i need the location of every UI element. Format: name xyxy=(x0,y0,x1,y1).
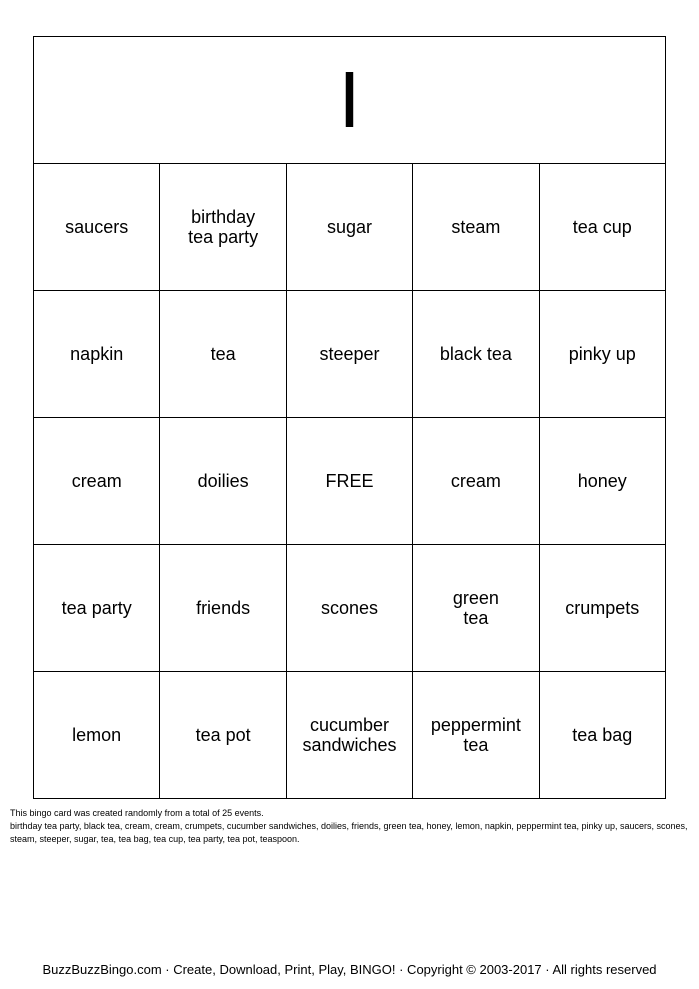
bingo-cell: tea bag xyxy=(539,672,665,799)
bingo-cell: saucers xyxy=(34,164,160,291)
bingo-cell: cucumber sandwiches xyxy=(286,672,412,799)
page-footer: BuzzBuzzBingo.com · Create, Download, Print, Play, BINGO! · Copyright © 2003-2017 · All rights reserved xyxy=(42,962,657,977)
bingo-title-row xyxy=(34,37,666,164)
bingo-cell: honey xyxy=(539,418,665,545)
bingo-cell: steeper xyxy=(286,291,412,418)
notes-event-list: birthday tea party, black tea, cream, cream, crumpets, cucumber sandwiches, doilies, friends, green tea, honey, lemon, napkin, peppermint tea, pinky up, saucers, scones, steam, steeper, sugar, tea, tea bag, tea cup, tea party, tea pot, teaspoon. xyxy=(10,821,688,844)
bingo-cell: scones xyxy=(286,545,412,672)
bingo-card xyxy=(33,36,666,799)
bingo-cell: black tea xyxy=(413,291,539,418)
bingo-free-cell: FREE xyxy=(286,418,412,545)
bingo-title: I xyxy=(34,37,666,164)
bingo-cell: lemon xyxy=(34,672,160,799)
bingo-cell: tea xyxy=(160,291,286,418)
bingo-cell: crumpets xyxy=(539,545,665,672)
bingo-cell: friends xyxy=(160,545,286,672)
bingo-cell: cream xyxy=(413,418,539,545)
bingo-cell: tea party xyxy=(34,545,160,672)
bingo-cell: napkin xyxy=(34,291,160,418)
bingo-cell: sugar xyxy=(286,164,412,291)
bingo-cell: birthday tea party xyxy=(160,164,286,291)
bingo-row xyxy=(34,164,666,291)
bingo-cell: doilies xyxy=(160,418,286,545)
bingo-cell: tea pot xyxy=(160,672,286,799)
bingo-cell: steam xyxy=(413,164,539,291)
bingo-row xyxy=(34,672,666,799)
bingo-row xyxy=(34,545,666,672)
bingo-cell: peppermint tea xyxy=(413,672,539,799)
card-notes xyxy=(10,807,692,846)
bingo-cell: pinky up xyxy=(539,291,665,418)
bingo-cell: tea cup xyxy=(539,164,665,291)
bingo-row xyxy=(34,418,666,545)
bingo-cell: green tea xyxy=(413,545,539,672)
notes-summary: This bingo card was created randomly from a total of 25 events. xyxy=(10,808,264,818)
bingo-cell: cream xyxy=(34,418,160,545)
bingo-row xyxy=(34,291,666,418)
